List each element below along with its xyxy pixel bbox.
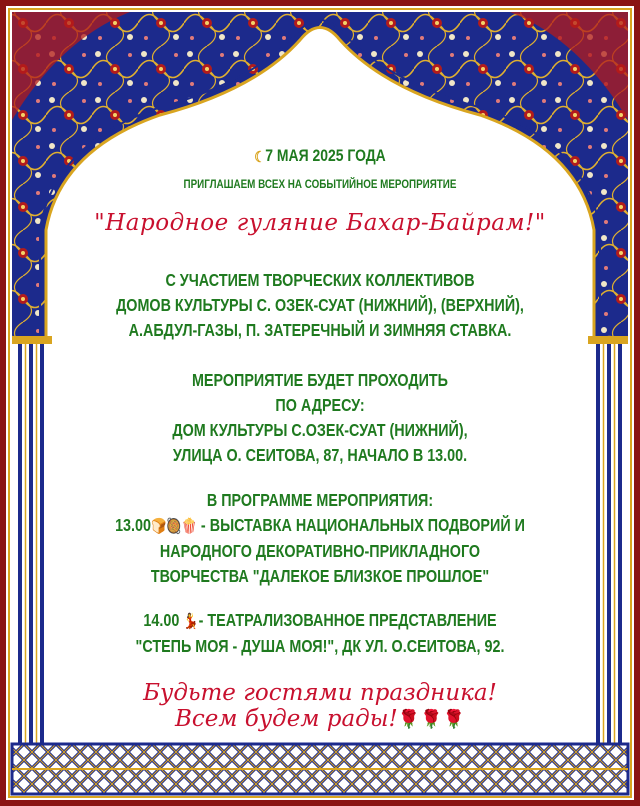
- roses: [398, 706, 465, 732]
- participation-line: А.АБДУЛ-ГАЗЫ, П. ЗАТЕРЕЧНЫЙ И ЗИМНЯЯ СТАВКА.: [128, 320, 512, 340]
- event-date-text: 7 МАЯ 2025 ГОДА: [265, 146, 386, 165]
- program-item-text: - ВЫСТАВКА НАЦИОНАЛЬНЫХ ПОДВОРИЙ И: [196, 515, 525, 535]
- bread-icon: 🍞: [150, 517, 167, 535]
- pan-food-icon: 🥘: [166, 517, 182, 535]
- crescent-moon-icon: ☾: [254, 148, 266, 166]
- closing-block: [0, 680, 640, 733]
- closing-line-with-roses: [0, 706, 640, 733]
- event-title: "Народное гуляние Бахар-Байрам!": [94, 210, 546, 236]
- address-block: [58, 368, 583, 468]
- address-line: ДОМ КУЛЬТУРЫ С.ОЗЕК-СУАТ (НИЖНИЙ),: [172, 420, 468, 440]
- program-item-text: ТВОРЧЕСТВА "ДАЛЕКОЕ БЛИЗКОЕ ПРОШЛОЕ": [150, 565, 490, 586]
- program-item-performance: [58, 608, 583, 634]
- program-time: 14.00: [143, 610, 180, 630]
- event-date: [58, 146, 583, 166]
- rose-icon: 🌹: [397, 709, 421, 730]
- program-time: 13.00: [115, 515, 151, 535]
- invitation-line: ПРИГЛАШАЕМ ВСЕХ НА СОБЫТИЙНОЕ МЕРОПРИЯТИЕ: [183, 177, 457, 191]
- rose-icon: 🌹: [420, 709, 443, 730]
- program-item-exhibition: [58, 513, 583, 539]
- participation-line: С УЧАСТИЕМ ТВОРЧЕСКИХ КОЛЛЕКТИВОВ: [165, 270, 475, 290]
- closing-line: Будьте гостями праздника!: [143, 680, 497, 706]
- dancer-icon: 💃: [183, 612, 199, 630]
- performance-block: [58, 608, 583, 659]
- program-item-text: - ТЕАТРАЛИЗОВАННОЕ ПРЕДСТАВЛЕНИЕ: [198, 610, 497, 630]
- address-line: УЛИЦА О. СЕИТОВА, 87, НАЧАЛО В 13.00.: [172, 445, 468, 465]
- program-heading: В ПРОГРАММЕ МЕРОПРИЯТИЯ:: [206, 490, 434, 510]
- address-line: МЕРОПРИЯТИЕ БУДЕТ ПРОХОДИТЬ: [191, 370, 449, 390]
- program-item-text: "СТЕПЬ МОЯ - ДУША МОЯ!", ДК УЛ. О.СЕИТОВА, 92.: [135, 635, 505, 656]
- program-block: [58, 488, 583, 589]
- program-item-text: НАРОДНОГО ДЕКОРАТИВНО-ПРИКЛАДНОГО: [159, 540, 481, 561]
- popcorn-icon: 🍿: [181, 517, 197, 535]
- address-line: ПО АДРЕСУ:: [275, 395, 365, 415]
- closing-line: Всем будем рады!: [175, 706, 398, 732]
- participation-block: [58, 268, 583, 343]
- rose-icon: 🌹: [442, 709, 465, 730]
- participation-line: ДОМОВ КУЛЬТУРЫ С. ОЗЕК-СУАТ (НИЖНИЙ), (ВЕРХНИЙ),: [116, 295, 524, 315]
